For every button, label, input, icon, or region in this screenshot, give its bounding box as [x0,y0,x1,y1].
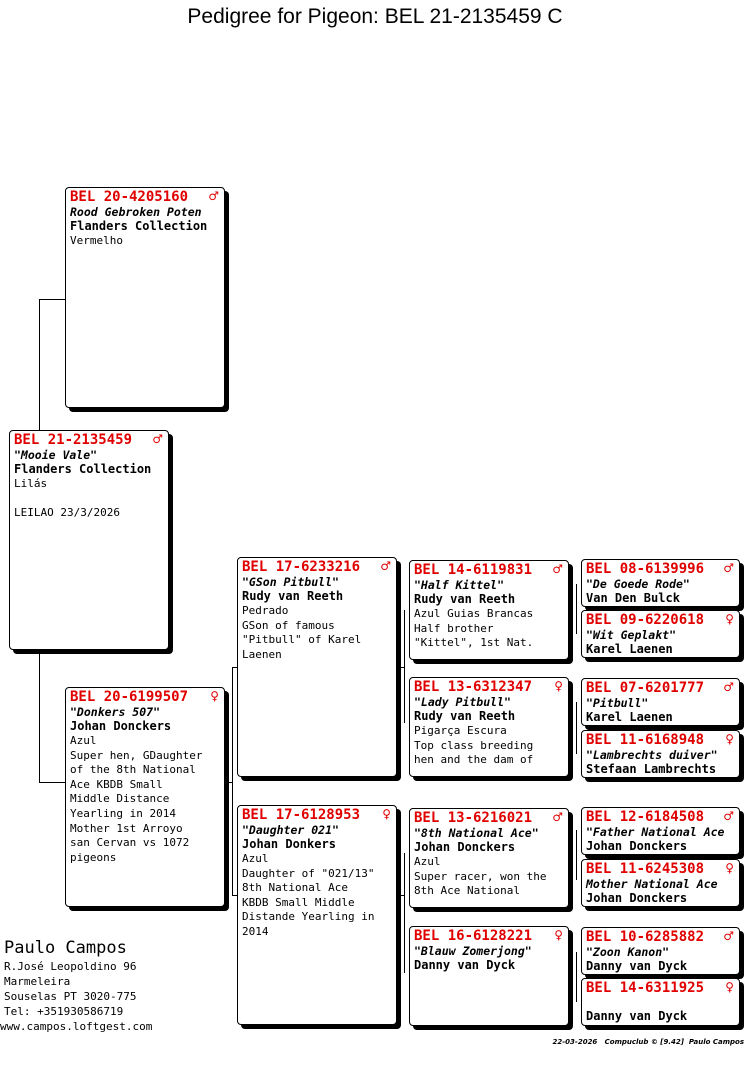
male-icon: ♂ [723,561,734,575]
breeder-website[interactable]: www.campos.loftgest.com [0,1020,153,1033]
connector-line [404,610,405,723]
breeder-address-line: Marmeleira [4,975,71,988]
pigeon-name: "Half Kittel" [414,578,505,592]
pigeon-name: "Zoon Kanon" [586,945,670,959]
pedigree-card-dss[interactable] [409,560,569,660]
breeder-name: Paulo Campos [4,938,127,958]
owner-name: Stefaan Lambrechts [586,762,717,776]
pedigree-card-dam[interactable] [65,687,225,907]
pedigree-card-dam-dam[interactable] [237,805,397,1025]
pigeon-name: "Father National Ace [586,825,725,839]
owner-name: Rudy van Reeth [242,589,344,603]
connector-line [226,782,232,783]
owner-name: Johan Donckers [70,719,172,733]
connector-line [39,299,66,300]
pedigree-card-ddd[interactable] [409,926,569,1026]
owner-name: Danny van Dyck [586,959,688,973]
pigeon-color: Lilás [14,477,48,490]
connector-line [576,830,577,880]
pigeon-color: Azul Guias Brancas [414,607,534,620]
owner-name: Johan Donckers [586,891,688,905]
connector-line [576,952,577,1002]
owner-name: Karel Laenen [586,642,673,656]
ring-number: BEL 07-6201777 [586,680,705,696]
connector-line [576,702,577,754]
pigeon-name: "Wit Geplakt" [586,628,677,642]
female-icon: ♀ [382,807,391,821]
male-icon: ♂ [152,432,163,446]
connector-line [576,584,577,634]
owner-name: Danny van Dyck [414,958,516,972]
pigeon-color: Pigarça Escura [414,724,507,737]
breeder-address-line: R.José Leopoldino 96 [4,960,137,973]
owner-name: Danny van Dyck [586,1009,688,1023]
pigeon-name: Mother National Ace [586,877,718,891]
male-icon: ♂ [723,809,734,823]
pedigree-card-g3[interactable] [581,678,740,726]
ring-number: BEL 12-6184508 [586,809,705,825]
pigeon-note: Super hen, GDaughter of the 8th National Ace KBDB Small Middle Distance Yearling in 2014 Mother 1st Arroyo san Cervan vs 1072 pigeons [70,748,203,864]
pigeon-name: Rood Gebroken Poten [70,205,202,219]
male-icon: ♂ [380,559,391,573]
owner-name: Karel Laenen [586,710,673,724]
ring-number: BEL 17-6128953 [242,807,361,823]
pigeon-name: "8th National Ace" [414,826,539,840]
female-icon: ♀ [725,861,734,875]
ring-number: BEL 21-2135459 [14,432,133,448]
ring-number: BEL 20-6199507 [70,689,189,705]
ring-number: BEL 17-6233216 [242,559,361,575]
pigeon-color: Pedrado [242,604,289,617]
pigeon-note: Half brother "Kittel", 1st Nat. [414,621,534,650]
pedigree-card-dam-sire[interactable] [237,557,397,777]
ring-number: BEL 20-4205160 [70,189,189,205]
pigeon-note: Daughter of "021/13" 8th National Ace KBDB Small Middle Distande Yearling in 2014 [242,866,375,938]
breeder-address-line: Souselas PT 3020-775 [4,990,137,1003]
female-icon: ♀ [725,980,734,994]
ring-number: BEL 08-6139996 [586,561,705,577]
female-icon: ♀ [554,928,563,942]
pedigree-card-dsd[interactable] [409,677,569,777]
male-icon: ♂ [723,680,734,694]
pigeon-note: GSon of famous "Pitbull" of Karel Laenen [242,618,362,661]
connector-line [398,667,404,668]
page-title: Pedigree for Pigeon: BEL 21-2135459 C [187,5,563,28]
female-icon: ♀ [210,689,219,703]
pedigree-card-g7[interactable] [581,927,740,975]
ring-number: BEL 14-6311925 [586,980,705,996]
pigeon-color: Azul [414,855,441,868]
pedigree-card-g6[interactable] [581,859,740,907]
pedigree-card-subject[interactable] [9,430,169,650]
ring-number: BEL 16-6128221 [414,928,533,944]
footer-credits: 22-03-2026 Compuclub © [9.42] Paulo Campos [552,1038,744,1046]
connector-line [39,650,40,782]
pedigree-card-g4[interactable] [581,730,740,778]
owner-name: Johan Donckers [586,839,688,853]
owner-name: Rudy van Reeth [414,709,516,723]
pigeon-color: Vermelho [70,234,123,247]
connector-line [39,299,40,432]
pedigree-card-g5[interactable] [581,807,740,855]
pigeon-name: "Donkers 507" [70,705,161,719]
ring-number: BEL 11-6245308 [586,861,705,877]
male-icon: ♂ [723,929,734,943]
pigeon-name: "Lady Pitbull" [414,695,511,709]
connector-line [398,895,404,896]
pigeon-name: "Daughter 021" [242,823,339,837]
pigeon-note: Super racer, won the 8th Ace National [414,869,547,898]
connector-line [232,667,233,895]
pedigree-card-g2[interactable] [581,610,740,658]
ring-number: BEL 13-6312347 [414,679,533,695]
connector-line [404,853,405,973]
breeder-info [0,937,153,1034]
owner-name: Johan Donckers [414,840,516,854]
female-icon: ♀ [554,679,563,693]
pedigree-card-g8[interactable] [581,978,740,1026]
ring-number: BEL 09-6220618 [586,612,705,628]
pigeon-color: Azul [70,734,97,747]
owner-name: Flanders Collection [70,219,208,233]
pedigree-card-sire[interactable] [65,187,225,408]
pigeon-name: "Blauw Zomerjong" [414,944,532,958]
male-icon: ♂ [552,810,563,824]
pigeon-name: "Pitbull" [586,696,649,710]
female-icon: ♀ [725,612,734,626]
ring-number: BEL 11-6168948 [586,732,705,748]
owner-name: Johan Donkers [242,837,336,851]
pigeon-name [586,996,735,1009]
ring-number: BEL 14-6119831 [414,562,533,578]
pigeon-name: "Mooie Vale" [14,448,98,462]
breeder-phone: Tel: +351930586719 [4,1005,124,1018]
male-icon: ♂ [552,562,563,576]
pedigree-card-dds[interactable] [409,808,569,908]
owner-name: Van Den Bulck [586,591,680,605]
pigeon-note: LEILAO 23/3/2026 [14,506,120,520]
pigeon-note: Top class breeding hen and the dam of [414,738,534,767]
ring-number: BEL 13-6216021 [414,810,533,826]
ring-number: BEL 10-6285882 [586,929,705,945]
connector-line [39,782,66,783]
pedigree-card-g1[interactable] [581,559,740,607]
pigeon-name: "De Goede Rode" [586,577,690,591]
female-icon: ♀ [725,732,734,746]
pigeon-name: "Lambrechts duiver" [586,748,718,762]
owner-name: Flanders Collection [14,462,152,476]
pigeon-name: "GSon Pitbull" [242,575,339,589]
pigeon-color: Azul [242,852,269,865]
male-icon: ♂ [208,189,219,203]
owner-name: Rudy van Reeth [414,592,516,606]
